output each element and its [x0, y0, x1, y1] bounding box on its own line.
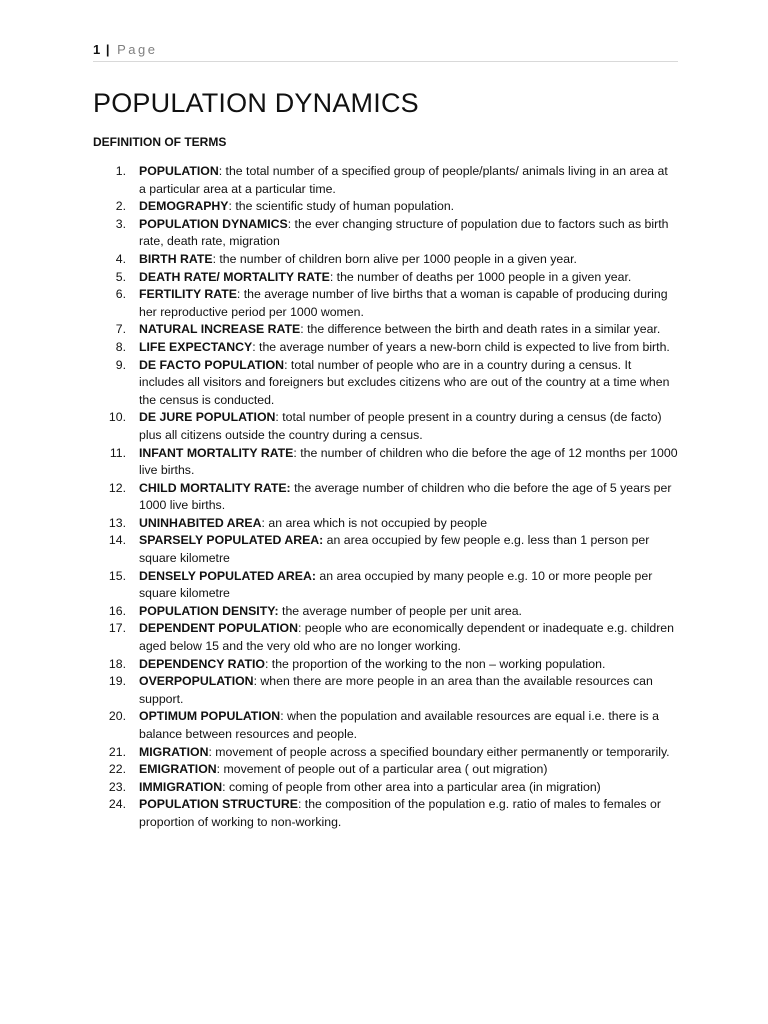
- item-number: 4.: [115, 251, 126, 266]
- term-name: DEATH RATE/ MORTALITY RATE: [139, 269, 330, 284]
- term-definition: : when there are more people in an area than the available resources can support.: [139, 674, 653, 706]
- term-definition: : the difference between the birth and death rates in a similar year.: [300, 322, 661, 337]
- term-definition: : when the population and available resources are equal i.e. there is a balance between resources and people.: [139, 709, 659, 741]
- page-number: 1: [93, 42, 101, 57]
- definition-item: [93, 708, 678, 743]
- term-definition: : the number of children born alive per 1000 people in a given year.: [212, 251, 577, 266]
- term-definition: : the average number of years a new-born child is expected to live from birth.: [252, 339, 670, 354]
- term-definition: : total number of people present in a country during a census (de facto) plus all citizens outside the country during a census.: [139, 410, 662, 442]
- definition-item: [93, 409, 678, 444]
- definition-item: [93, 216, 678, 251]
- item-number: 5.: [115, 269, 126, 284]
- item-number: 3.: [115, 216, 126, 231]
- item-number: 23.: [108, 779, 126, 794]
- definition-item: [93, 480, 678, 515]
- term-name: POPULATION DYNAMICS: [139, 216, 288, 231]
- item-number: 9.: [115, 357, 126, 372]
- definition-item: [93, 163, 678, 198]
- definition-item: [93, 603, 678, 621]
- term-definition: : the ever changing structure of population due to factors such as birth rate, death rate, migration: [139, 216, 669, 249]
- definition-item: [93, 568, 678, 603]
- term-name: OPTIMUM POPULATION: [139, 709, 281, 724]
- item-number: 6.: [115, 287, 126, 302]
- term-definition: an area occupied by many people e.g. 10 or more people per square kilometre: [139, 568, 653, 601]
- item-number: 2.: [115, 199, 126, 214]
- definition-item: [93, 656, 678, 674]
- term-name: CHILD MORTALITY RATE:: [139, 480, 291, 495]
- term-name: DEPENDENCY RATIO: [139, 656, 265, 671]
- term-definition: : movement of people across a specified boundary either permanently or temporarily.: [208, 744, 670, 759]
- term-definition: : people who are economically dependent or inadequate e.g. children aged below 15 and the very old who are no longer working.: [139, 621, 674, 654]
- item-number: 16.: [108, 603, 126, 618]
- term-definition: an area occupied by few people e.g. less than 1 person per square kilometre: [139, 533, 650, 566]
- term-definition: the average number of people per unit area.: [278, 603, 522, 618]
- term-name: MIGRATION: [139, 744, 209, 759]
- definition-item: [93, 445, 678, 480]
- term-name: DENSELY POPULATED AREA:: [139, 568, 316, 583]
- term-name: POPULATION DENSITY:: [139, 603, 279, 618]
- definitions-list: [93, 163, 678, 832]
- item-number: 15.: [108, 568, 126, 583]
- item-number: 17.: [108, 621, 126, 636]
- term-definition: the average number of children who die before the age of 5 years per 1000 live births.: [139, 480, 672, 513]
- item-number: 13.: [108, 515, 126, 530]
- definition-item: [93, 620, 678, 655]
- definition-item: [93, 321, 678, 339]
- term-name: INFANT MORTALITY RATE: [139, 445, 294, 460]
- definition-item: [93, 532, 678, 567]
- term-definition: : the total number of a specified group of people/plants/ animals living in an area at a particular area at a particular time.: [139, 164, 668, 196]
- term-name: DEMOGRAPHY: [139, 199, 229, 214]
- term-name: LIFE EXPECTANCY: [139, 339, 253, 354]
- term-name: OVERPOPULATION: [139, 674, 254, 689]
- term-definition: : the composition of the population e.g. ratio of males to females or proportion of working to non-working.: [139, 797, 661, 829]
- term-definition: : the number of children who die before the age of 12 months per 1000 live births.: [139, 445, 678, 478]
- term-definition: : an area which is not occupied by people: [261, 515, 488, 530]
- item-number: 22.: [108, 762, 126, 777]
- term-name: IMMIGRATION: [139, 779, 223, 794]
- definition-item: [93, 761, 678, 779]
- definition-item: [93, 198, 678, 216]
- term-definition: : the scientific study of human population.: [228, 199, 455, 214]
- definition-item: [93, 673, 678, 708]
- item-number: 11.: [109, 445, 126, 460]
- term-name: DEPENDENT POPULATION: [139, 621, 298, 636]
- item-number: 7.: [115, 322, 126, 337]
- page-header: [93, 42, 678, 62]
- term-name: POPULATION STRUCTURE: [139, 797, 298, 812]
- term-definition: : coming of people from other area into a particular area (in migration): [222, 779, 601, 794]
- term-name: NATURAL INCREASE RATE: [139, 322, 301, 337]
- definition-item: [93, 515, 678, 533]
- definition-item: [93, 744, 678, 762]
- definition-item: [93, 339, 678, 357]
- item-number: 18.: [108, 656, 126, 671]
- definition-item: [93, 269, 678, 287]
- definition-item: [93, 357, 678, 410]
- item-number: 12.: [108, 480, 126, 495]
- term-name: DE JURE POPULATION: [139, 410, 276, 425]
- term-name: POPULATION: [139, 164, 219, 178]
- term-name: SPARSELY POPULATED AREA:: [139, 533, 324, 548]
- header-separator: |: [105, 42, 110, 57]
- item-number: 20.: [108, 709, 126, 724]
- item-number: 1.: [115, 164, 126, 178]
- page-title: POPULATION DYNAMICS: [93, 88, 419, 118]
- item-number: 21.: [108, 744, 126, 759]
- page-label: Page: [117, 42, 158, 57]
- term-definition: : movement of people out of a particular area ( out migration): [216, 762, 548, 777]
- item-number: 10.: [108, 410, 126, 425]
- term-name: DE FACTO POPULATION: [139, 357, 285, 372]
- term-definition: : the proportion of the working to the non – working population.: [264, 656, 606, 671]
- definition-item: [93, 251, 678, 269]
- section-subtitle: DEFINITION OF TERMS: [93, 135, 227, 149]
- term-name: FERTILITY RATE: [139, 287, 237, 302]
- definition-item: [93, 796, 678, 831]
- term-name: BIRTH RATE: [139, 251, 213, 266]
- term-definition: : the number of deaths per 1000 people in a given year.: [329, 269, 632, 284]
- term-name: UNINHABITED AREA: [139, 515, 262, 530]
- definition-item: [93, 779, 678, 797]
- definition-item: [93, 286, 678, 321]
- item-number: 24.: [108, 797, 126, 812]
- term-definition: : the average number of live births that a woman is capable of producing during her reproductive period per 1000 women.: [139, 287, 668, 319]
- item-number: 19.: [108, 674, 126, 689]
- term-definition: : total number of people who are in a country during a census. It includes all visitors and foreigners but excludes citizens who are out of the country at a time when the census is conducted.: [139, 357, 670, 407]
- item-number: 8.: [115, 339, 126, 354]
- item-number: 14.: [108, 533, 126, 548]
- term-name: EMIGRATION: [139, 762, 217, 777]
